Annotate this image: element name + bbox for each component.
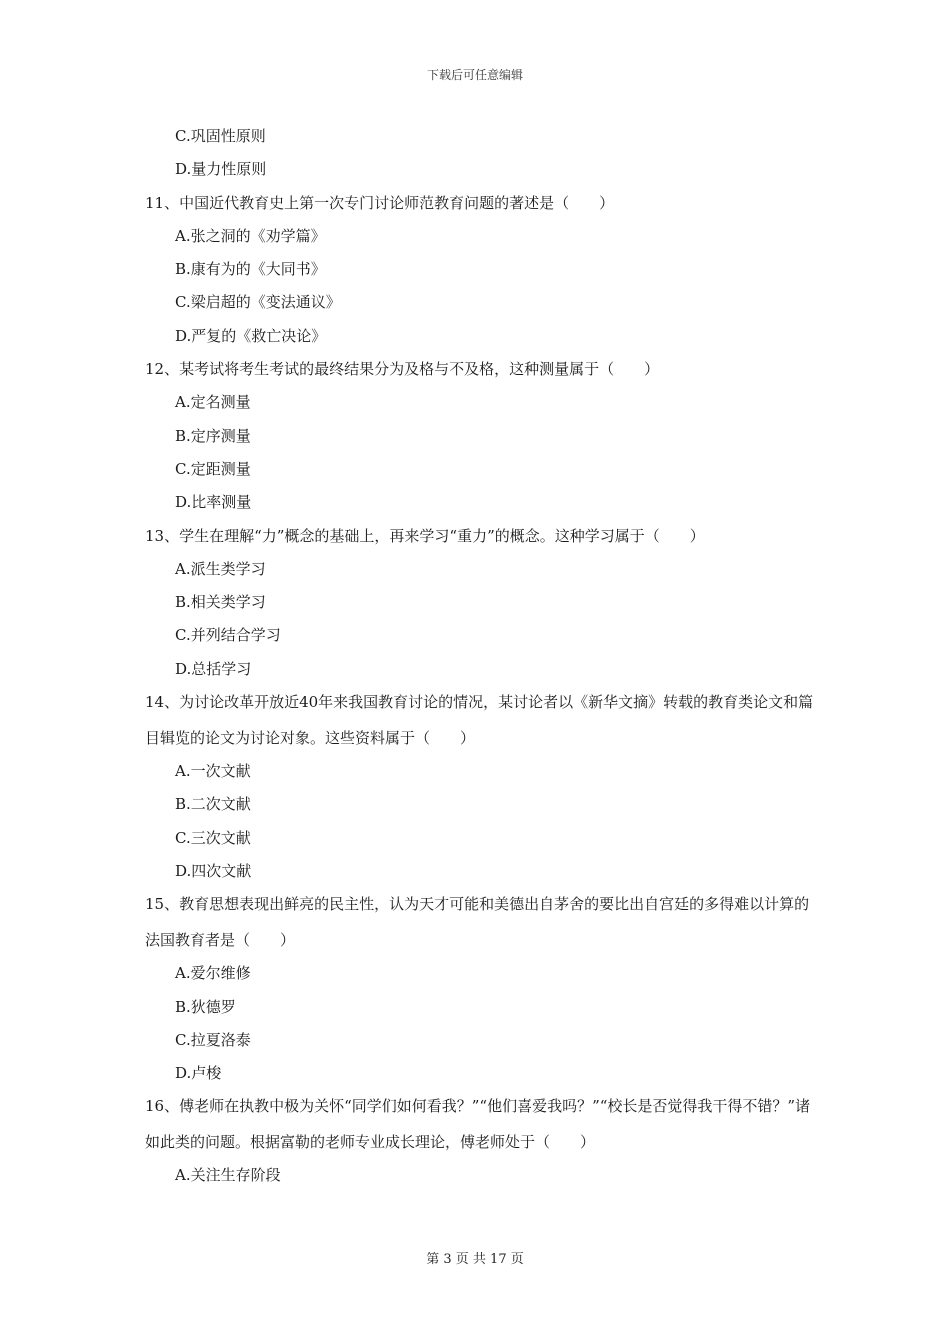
q13-option-c: C.并列结合学习 (175, 626, 281, 645)
page-footer: 第 3 页 共 17 页 (426, 1252, 524, 1267)
page-header: 下载后可任意编辑 (426, 68, 523, 82)
q15-option-d: D.卢梭 (175, 1064, 222, 1083)
q15-option-a: A.爱尔维修 (175, 964, 251, 983)
question-list (145, 126, 815, 1199)
q15-option-c: C.拉夏洛泰 (175, 1030, 251, 1049)
question-12: 12、某考试将考生考试的最终结果分为及格与不及格，这种测量属于（ ） (145, 360, 660, 379)
question-15: 15、教育思想表现出鲜亮的民主性，认为天才可能和美德出自茅舍的要比出自宫廷的多得难以计算的法国教育者是（ ） (145, 895, 810, 950)
question-14: 14、为讨论改革开放近40年来我国教育讨论的情况，某讨论者以《新华文摘》转载的教育类论文和篇目辑览的论文为讨论对象。这些资料属于（ ） (145, 693, 814, 748)
question-16: 16、傅老师在执教中极为关怀“同学们如何看我？”“他们喜爱我吗？”“校长是否觉得我干得不错？”诸如此类的问题。根据富勒的老师专业成长理论，傅老师处于（ ） (145, 1097, 811, 1152)
q16-option-a: A.关注生存阶段 (175, 1166, 281, 1185)
q15-option-b: B.狄德罗 (175, 997, 236, 1016)
q11-option-d: D.严复的《救亡决论》 (175, 326, 327, 345)
option-d-prev: D.量力性原则 (175, 160, 267, 179)
q13-option-d: D.总括学习 (175, 659, 252, 678)
q13-option-b: B.相关类学习 (175, 593, 266, 612)
option-c-prev: C.巩固性原则 (175, 127, 266, 145)
q12-option-c: C.定距测量 (175, 459, 251, 478)
question-13: 13、学生在理解“力”概念的基础上，再来学习“重力”的概念。这种学习属于（ ） (145, 526, 705, 545)
q11-option-b: B.康有为的《大同书》 (175, 260, 326, 279)
q12-option-d: D.比率测量 (175, 493, 252, 512)
q12-option-a: A.定名测量 (175, 393, 251, 412)
q11-option-c: C.梁启超的《变法通议》 (175, 293, 341, 312)
question-11: 11、中国近代教育史上第一次专门讨论师范教育问题的著述是（ ） (145, 193, 615, 212)
q14-option-c: C.三次文献 (175, 828, 251, 847)
q14-option-d: D.四次文献 (175, 861, 252, 880)
q12-option-b: B.定序测量 (175, 426, 251, 445)
q14-option-b: B.二次文献 (175, 795, 251, 814)
q14-option-a: A.一次文献 (175, 762, 251, 781)
q13-option-a: A.派生类学习 (175, 559, 266, 578)
q11-option-a: A.张之洞的《劝学篇》 (175, 226, 326, 245)
